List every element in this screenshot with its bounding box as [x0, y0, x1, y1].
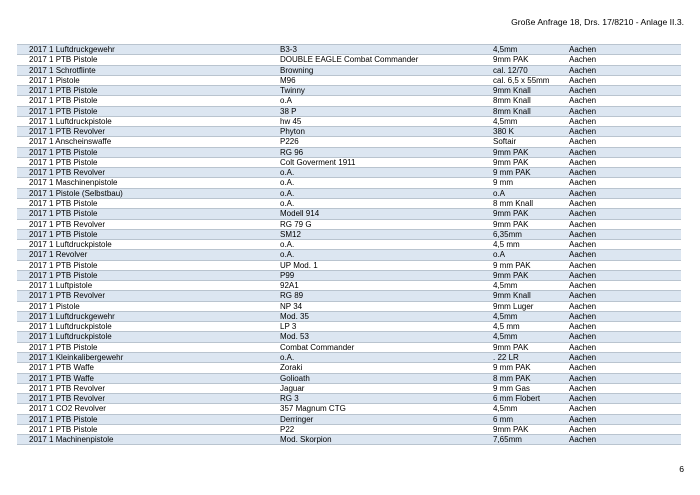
table-row: [17, 147, 681, 157]
model-cell: Twinny: [279, 86, 492, 96]
caliber-cell: 8mm Knall: [492, 106, 568, 116]
model-cell: Zoraki: [279, 363, 492, 373]
table-row: [17, 383, 681, 393]
table-row: [17, 168, 681, 178]
weapons-table: [17, 44, 681, 445]
year-count-type-cell: 2017 1 Schrotflinte: [17, 65, 279, 75]
model-cell: o.A.: [279, 352, 492, 362]
table-row: [17, 394, 681, 404]
year-count-type-cell: 2017 1 Luftdruckpistole: [17, 332, 279, 342]
location-cell: Aachen: [568, 322, 681, 332]
caliber-cell: 8mm Knall: [492, 96, 568, 106]
location-cell: Aachen: [568, 383, 681, 393]
location-cell: Aachen: [568, 168, 681, 178]
year-count-type-cell: 2017 1 Pistole (Selbstbau): [17, 188, 279, 198]
table-row: [17, 55, 681, 65]
location-cell: Aachen: [568, 45, 681, 55]
table-row: [17, 424, 681, 434]
table-row: [17, 188, 681, 198]
location-cell: Aachen: [568, 127, 681, 137]
caliber-cell: 8 mm PAK: [492, 373, 568, 383]
table-row: [17, 240, 681, 250]
year-count-type-cell: 2017 1 PTB Pistole: [17, 86, 279, 96]
year-count-type-cell: 2017 1 CO2 Revolver: [17, 404, 279, 414]
table-row: [17, 106, 681, 116]
year-count-type-cell: 2017 1 PTB Pistole: [17, 342, 279, 352]
location-cell: Aachen: [568, 55, 681, 65]
caliber-cell: 9mm PAK: [492, 424, 568, 434]
model-cell: 357 Magnum CTG: [279, 404, 492, 414]
model-cell: LP 3: [279, 322, 492, 332]
location-cell: Aachen: [568, 147, 681, 157]
model-cell: o.A: [279, 96, 492, 106]
model-cell: Mod. Skorpion: [279, 435, 492, 445]
table-row: [17, 229, 681, 239]
year-count-type-cell: 2017 1 Luftdruckpistole: [17, 116, 279, 126]
table-row: [17, 260, 681, 270]
year-count-type-cell: 2017 1 PTB Revolver: [17, 127, 279, 137]
table-row: [17, 373, 681, 383]
table-row: [17, 435, 681, 445]
location-cell: Aachen: [568, 65, 681, 75]
year-count-type-cell: 2017 1 PTB Pistole: [17, 55, 279, 65]
location-cell: Aachen: [568, 363, 681, 373]
location-cell: Aachen: [568, 260, 681, 270]
caliber-cell: 8 mm Knall: [492, 198, 568, 208]
model-cell: SM12: [279, 229, 492, 239]
caliber-cell: 9mm PAK: [492, 209, 568, 219]
year-count-type-cell: 2017 1 PTB Pistole: [17, 209, 279, 219]
location-cell: Aachen: [568, 281, 681, 291]
model-cell: 92A1: [279, 281, 492, 291]
page-number: 6: [679, 464, 684, 474]
location-cell: Aachen: [568, 311, 681, 321]
table-row: [17, 352, 681, 362]
caliber-cell: 4,5mm: [492, 404, 568, 414]
table-row: [17, 75, 681, 85]
location-cell: Aachen: [568, 209, 681, 219]
model-cell: B3-3: [279, 45, 492, 55]
location-cell: Aachen: [568, 229, 681, 239]
model-cell: Colt Goverment 1911: [279, 157, 492, 167]
table-row: [17, 219, 681, 229]
table-row: [17, 127, 681, 137]
table-row: [17, 250, 681, 260]
model-cell: Combat Commander: [279, 342, 492, 352]
year-count-type-cell: 2017 1 PTB Pistole: [17, 96, 279, 106]
model-cell: RG 3: [279, 394, 492, 404]
location-cell: Aachen: [568, 240, 681, 250]
table-row: [17, 404, 681, 414]
location-cell: Aachen: [568, 188, 681, 198]
caliber-cell: 6 mm: [492, 414, 568, 424]
table-row: [17, 45, 681, 55]
year-count-type-cell: 2017 1 PTB Revolver: [17, 383, 279, 393]
table-row: [17, 198, 681, 208]
location-cell: Aachen: [568, 352, 681, 362]
caliber-cell: 9mm Knall: [492, 86, 568, 96]
model-cell: o.A.: [279, 198, 492, 208]
year-count-type-cell: 2017 1 PTB Revolver: [17, 291, 279, 301]
year-count-type-cell: 2017 1 PTB Revolver: [17, 219, 279, 229]
table-row: [17, 281, 681, 291]
location-cell: Aachen: [568, 414, 681, 424]
caliber-cell: 9mm PAK: [492, 342, 568, 352]
model-cell: hw 45: [279, 116, 492, 126]
location-cell: Aachen: [568, 157, 681, 167]
location-cell: Aachen: [568, 116, 681, 126]
location-cell: Aachen: [568, 198, 681, 208]
caliber-cell: 9 mm PAK: [492, 260, 568, 270]
model-cell: 38 P: [279, 106, 492, 116]
model-cell: o.A.: [279, 250, 492, 260]
table-row: [17, 342, 681, 352]
caliber-cell: 9 mm PAK: [492, 168, 568, 178]
location-cell: Aachen: [568, 424, 681, 434]
year-count-type-cell: 2017 1 Machinenpistole: [17, 435, 279, 445]
year-count-type-cell: 2017 1 Luftdruckpistole: [17, 322, 279, 332]
location-cell: Aachen: [568, 373, 681, 383]
caliber-cell: 4,5mm: [492, 281, 568, 291]
location-cell: Aachen: [568, 75, 681, 85]
year-count-type-cell: 2017 1 Pistole: [17, 301, 279, 311]
year-count-type-cell: 2017 1 Revolver: [17, 250, 279, 260]
location-cell: Aachen: [568, 332, 681, 342]
caliber-cell: . 22 LR: [492, 352, 568, 362]
caliber-cell: 9mm PAK: [492, 55, 568, 65]
model-cell: Golioath: [279, 373, 492, 383]
location-cell: Aachen: [568, 106, 681, 116]
table-row: [17, 311, 681, 321]
year-count-type-cell: 2017 1 PTB Pistole: [17, 260, 279, 270]
model-cell: Mod. 53: [279, 332, 492, 342]
caliber-cell: 9mm PAK: [492, 147, 568, 157]
model-cell: Jaguar: [279, 383, 492, 393]
table-row: [17, 178, 681, 188]
location-cell: Aachen: [568, 404, 681, 414]
table-row: [17, 65, 681, 75]
model-cell: Phyton: [279, 127, 492, 137]
year-count-type-cell: 2017 1 Kleinkalibergewehr: [17, 352, 279, 362]
model-cell: RG 89: [279, 291, 492, 301]
caliber-cell: 6 mm Flobert: [492, 394, 568, 404]
table-row: [17, 322, 681, 332]
caliber-cell: 9mm PAK: [492, 157, 568, 167]
year-count-type-cell: 2017 1 PTB Pistole: [17, 424, 279, 434]
model-cell: NP 34: [279, 301, 492, 311]
caliber-cell: 6,35mm: [492, 229, 568, 239]
model-cell: o.A.: [279, 178, 492, 188]
table-row: [17, 332, 681, 342]
table-row: [17, 96, 681, 106]
weapons-table-body: [17, 45, 681, 445]
model-cell: Modell 914: [279, 209, 492, 219]
location-cell: Aachen: [568, 291, 681, 301]
location-cell: Aachen: [568, 178, 681, 188]
caliber-cell: 9mm PAK: [492, 270, 568, 280]
model-cell: Derringer: [279, 414, 492, 424]
location-cell: Aachen: [568, 342, 681, 352]
year-count-type-cell: 2017 1 PTB Revolver: [17, 168, 279, 178]
caliber-cell: 4,5mm: [492, 116, 568, 126]
year-count-type-cell: 2017 1 Pistole: [17, 75, 279, 85]
model-cell: o.A.: [279, 168, 492, 178]
model-cell: o.A.: [279, 188, 492, 198]
model-cell: Mod. 35: [279, 311, 492, 321]
location-cell: Aachen: [568, 137, 681, 147]
caliber-cell: o.A: [492, 250, 568, 260]
caliber-cell: 380 K: [492, 127, 568, 137]
table-row: [17, 209, 681, 219]
year-count-type-cell: 2017 1 PTB Pistole: [17, 229, 279, 239]
table-row: [17, 157, 681, 167]
year-count-type-cell: 2017 1 PTB Pistole: [17, 270, 279, 280]
table-row: [17, 270, 681, 280]
caliber-cell: cal. 12/70: [492, 65, 568, 75]
year-count-type-cell: 2017 1 Luftdruckgewehr: [17, 311, 279, 321]
caliber-cell: 4,5mm: [492, 45, 568, 55]
table-row: [17, 291, 681, 301]
caliber-cell: 4,5mm: [492, 332, 568, 342]
year-count-type-cell: 2017 1 Anscheinswaffe: [17, 137, 279, 147]
location-cell: Aachen: [568, 301, 681, 311]
year-count-type-cell: 2017 1 PTB Pistole: [17, 147, 279, 157]
table-row: [17, 137, 681, 147]
document-header: Große Anfrage 18, Drs. 17/8210 - Anlage II.3.: [511, 17, 684, 27]
model-cell: P226: [279, 137, 492, 147]
year-count-type-cell: 2017 1 PTB Pistole: [17, 106, 279, 116]
caliber-cell: o.A: [492, 188, 568, 198]
table-row: [17, 116, 681, 126]
location-cell: Aachen: [568, 250, 681, 260]
year-count-type-cell: 2017 1 Maschinenpistole: [17, 178, 279, 188]
caliber-cell: cal. 6,5 x 55mm: [492, 75, 568, 85]
caliber-cell: 9mm PAK: [492, 219, 568, 229]
year-count-type-cell: 2017 1 PTB Waffe: [17, 373, 279, 383]
model-cell: DOUBLE EAGLE Combat Commander: [279, 55, 492, 65]
caliber-cell: 9 mm: [492, 178, 568, 188]
year-count-type-cell: 2017 1 Luftdruckpistole: [17, 240, 279, 250]
model-cell: P99: [279, 270, 492, 280]
caliber-cell: 4,5mm: [492, 311, 568, 321]
table-row: [17, 86, 681, 96]
caliber-cell: 4,5 mm: [492, 322, 568, 332]
caliber-cell: 9mm Luger: [492, 301, 568, 311]
model-cell: RG 96: [279, 147, 492, 157]
model-cell: UP Mod. 1: [279, 260, 492, 270]
model-cell: Browning: [279, 65, 492, 75]
caliber-cell: Softair: [492, 137, 568, 147]
location-cell: Aachen: [568, 219, 681, 229]
location-cell: Aachen: [568, 394, 681, 404]
model-cell: M96: [279, 75, 492, 85]
location-cell: Aachen: [568, 270, 681, 280]
caliber-cell: 9mm Knall: [492, 291, 568, 301]
year-count-type-cell: 2017 1 PTB Pistole: [17, 414, 279, 424]
caliber-cell: 9 mm Gas: [492, 383, 568, 393]
year-count-type-cell: 2017 1 Luftpistole: [17, 281, 279, 291]
caliber-cell: 4,5 mm: [492, 240, 568, 250]
model-cell: o.A.: [279, 240, 492, 250]
location-cell: Aachen: [568, 96, 681, 106]
year-count-type-cell: 2017 1 PTB Waffe: [17, 363, 279, 373]
year-count-type-cell: 2017 1 Luftdruckgewehr: [17, 45, 279, 55]
model-cell: P22: [279, 424, 492, 434]
table-row: [17, 363, 681, 373]
caliber-cell: 7,65mm: [492, 435, 568, 445]
table-row: [17, 301, 681, 311]
location-cell: Aachen: [568, 86, 681, 96]
year-count-type-cell: 2017 1 PTB Revolver: [17, 394, 279, 404]
model-cell: RG 79 G: [279, 219, 492, 229]
year-count-type-cell: 2017 1 PTB Pistole: [17, 157, 279, 167]
location-cell: Aachen: [568, 435, 681, 445]
year-count-type-cell: 2017 1 PTB Pistole: [17, 198, 279, 208]
caliber-cell: 9 mm PAK: [492, 363, 568, 373]
table-row: [17, 414, 681, 424]
